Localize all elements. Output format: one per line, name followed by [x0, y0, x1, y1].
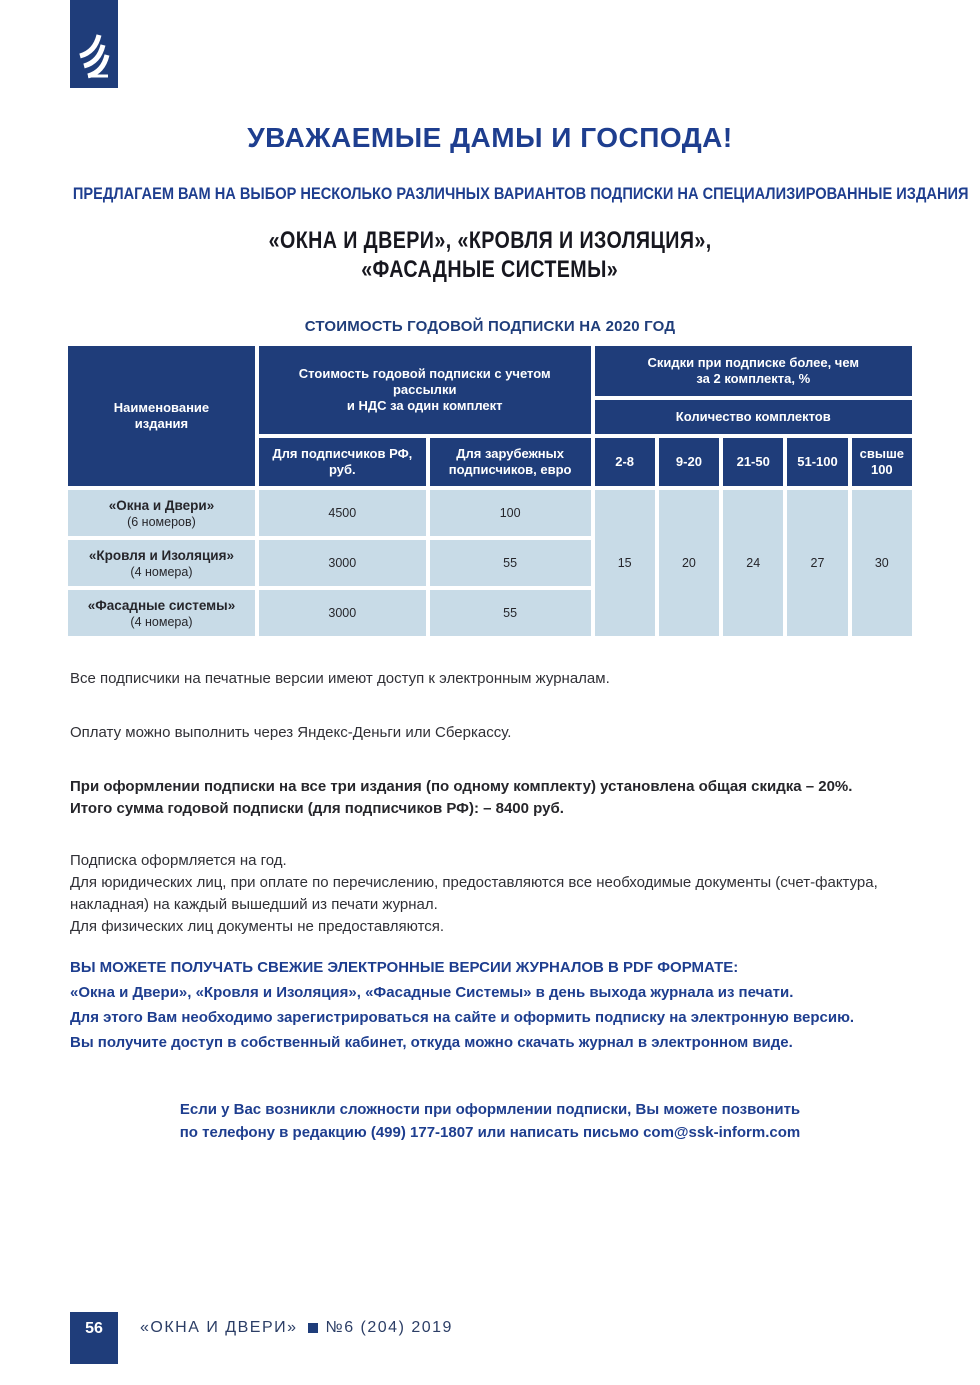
col-header-annual-cost: Стоимость годовой подписки с учетом рассылки и НДС за один комплект	[259, 346, 591, 434]
col-header-rf-subscribers: Для подписчиков РФ, руб.	[259, 438, 426, 486]
footer-journal-info	[140, 1319, 453, 1337]
logo-swoosh-icon	[70, 0, 118, 88]
col-header-range-9-20: 9-20	[659, 438, 719, 486]
price-eur-cell: 55	[430, 540, 591, 586]
col-header-publication-name: Наименование издания	[68, 346, 255, 486]
contact-line: по телефону в редакцию (499) 177-1807 или написать письмо com@ssk-inform.com	[179, 1124, 801, 1141]
publication-name-cell: «Кровля и Изоляция» (4 номера)	[68, 540, 255, 586]
publication-name-cell: «Окна и Двери» (6 номеров)	[68, 490, 255, 536]
pdf-versions-section	[70, 955, 930, 1055]
table-row	[68, 540, 912, 586]
discount-value-cell: 27	[787, 490, 847, 636]
publisher-logo	[70, 0, 118, 88]
pdf-section-line: «Окна и Двери», «Кровля и Изоляция», «Фасадные Системы» в день выхода журнала из печати.	[70, 984, 794, 1001]
price-table-title: СТОИМОСТЬ ГОДОВОЙ ПОДПИСКИ НА 2020 ГОД	[304, 318, 676, 335]
paragraph-bundle-discount: При оформлении подписки на все три издания (по одному комплекту) установлена общая скидка – 20%. Итого сумма годовой подписки (для подписчиков РФ): – 8400 руб.	[70, 778, 853, 817]
subscription-offer-subtitle: ПРЕДЛАГАЕМ ВАМ НА ВЫБОР НЕСКОЛЬКО РАЗЛИЧНЫХ ВАРИАНТОВ ПОДПИСКИ НА СПЕЦИАЛИЗИРОВАННЫЕ ИЗДАНИЯ	[72, 184, 969, 203]
discount-value-cell: 30	[852, 490, 912, 636]
price-eur-cell: 100	[430, 490, 591, 536]
col-header-range-2-8: 2-8	[595, 438, 655, 486]
col-header-range-over-100: свыше 100	[852, 438, 912, 486]
col-header-foreign-subscribers: Для зарубежных подписчиков, евро	[430, 438, 591, 486]
col-header-quantity: Количество комплектов	[595, 400, 912, 434]
price-rub-cell: 3000	[259, 540, 426, 586]
journal-names-line2: «ФАСАДНЫЕ СИСТЕМЫ»	[361, 256, 619, 283]
page-title: УВАЖАЕМЫЕ ДАМЫ И ГОСПОДА!	[247, 122, 733, 153]
page-footer	[70, 1312, 453, 1364]
price-rub-cell: 3000	[259, 590, 426, 636]
price-eur-cell: 55	[430, 590, 591, 636]
paragraph-payment-methods: Оплату можно выполнить через Яндекс-Деньги или Сберкассу.	[70, 724, 512, 741]
page-number-badge: 56	[70, 1312, 118, 1364]
publication-name-cell: «Фасадные системы» (4 номера)	[68, 590, 255, 636]
discount-value-cell: 15	[595, 490, 655, 636]
col-header-discounts: Скидки при подписке более, чем за 2 комплекта, %	[595, 346, 912, 396]
footer-journal-name: «ОКНА И ДВЕРИ»	[140, 1319, 298, 1336]
subscription-price-table	[64, 342, 916, 640]
square-bullet-icon	[308, 1323, 318, 1333]
contact-line: Если у Вас возникли сложности при оформлении подписки, Вы можете позвонить	[179, 1101, 801, 1118]
paragraph-electronic-access: Все подписчики на печатные версии имеют доступ к электронным журналам.	[70, 670, 610, 687]
col-header-range-51-100: 51-100	[787, 438, 847, 486]
paragraph-subscription-terms: Подписка оформляется на год. Для юридических лиц, при оплате по перечислению, предоставляются все необходимые документы (счет-фактура, накладная) на каждый вышедший из печати журнал. Для физических лиц документы не предоставляются.	[70, 852, 878, 935]
journal-names-line1: «ОКНА И ДВЕРИ», «КРОВЛЯ И ИЗОЛЯЦИЯ»,	[268, 227, 712, 254]
journal-names-heading	[0, 226, 980, 284]
discount-value-cell: 24	[723, 490, 783, 636]
contact-info	[0, 1098, 980, 1144]
col-header-range-21-50: 21-50	[723, 438, 783, 486]
table-row	[68, 590, 912, 636]
footer-issue-number: №6 (204) 2019	[325, 1319, 453, 1336]
pdf-section-line: ВЫ МОЖЕТЕ ПОЛУЧАТЬ СВЕЖИЕ ЭЛЕКТРОННЫЕ ВЕРСИИ ЖУРНАЛОВ В PDF ФОРМАТЕ:	[70, 959, 739, 976]
table-row	[68, 490, 912, 536]
price-rub-cell: 4500	[259, 490, 426, 536]
pdf-section-line: Вы получите доступ в собственный кабинет, откуда можно скачать журнал в электронном виде.	[70, 1034, 793, 1051]
discount-value-cell: 20	[659, 490, 719, 636]
pdf-section-line: Для этого Вам необходимо зарегистрироваться на сайте и оформить подписку на электронную версию.	[70, 1009, 855, 1026]
